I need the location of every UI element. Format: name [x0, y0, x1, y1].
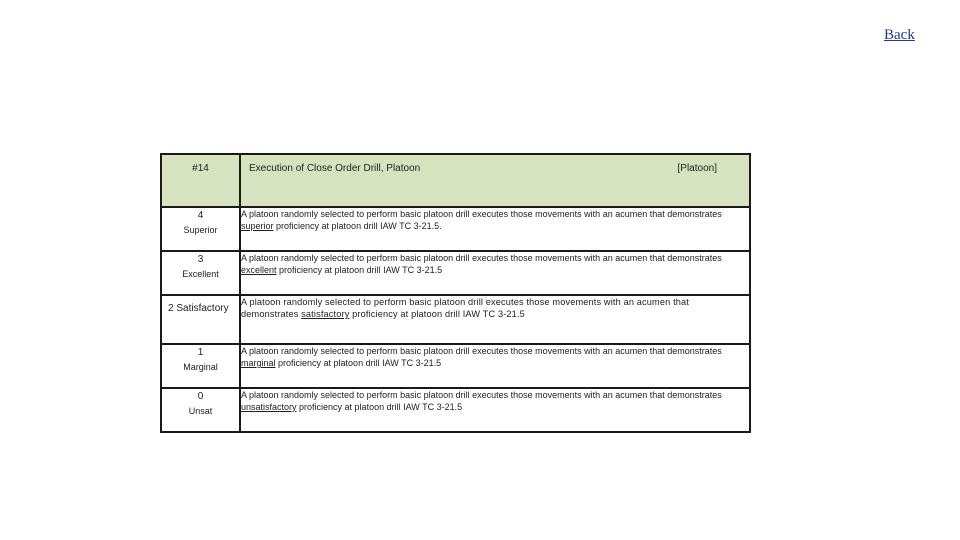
rubric-row-marginal	[161, 344, 750, 388]
rubric-row-unsat	[161, 388, 750, 432]
score-cell	[161, 295, 240, 344]
task-title-cell	[240, 154, 750, 207]
rubric-header-row	[161, 154, 750, 207]
score-description: A platoon randomly selected to perform basic platoon drill executes those movements with an acumen that demonstrates unsatisfactory proficiency at platoon drill IAW TC 3-21.5	[240, 388, 750, 432]
score-value: 4	[197, 210, 204, 221]
score-cell	[161, 388, 240, 432]
score-cell	[161, 251, 240, 295]
back-link[interactable]: Back	[884, 27, 915, 43]
score-description: A platoon randomly selected to perform basic platoon drill executes those movements with an acumen that demonstrates excellent proficiency at platoon drill IAW TC 3-21.5	[240, 251, 750, 295]
task-title: Execution of Close Order Drill, Platoon	[249, 163, 421, 174]
score-cell	[161, 344, 240, 388]
score-value: 1	[197, 347, 204, 358]
rating-word: excellent	[241, 265, 277, 275]
score-value: 2	[168, 303, 174, 314]
score-description: A platoon randomly selected to perform basic platoon drill executes those movements with an acumen that demonstrates marginal proficiency at platoon drill IAW TC 3-21.5	[240, 344, 750, 388]
rubric-table	[160, 153, 751, 433]
task-number: #14	[161, 154, 240, 207]
task-unit: [Platoon]	[677, 163, 717, 174]
score-level: Satisfactory	[176, 303, 229, 314]
score-level: Superior	[183, 225, 218, 235]
score-value: 3	[197, 254, 204, 265]
score-description: A platoon randomly selected to perform basic platoon drill executes those movements with an acumen that demonstrates satisfactory proficiency at platoon drill IAW TC 3-21.5	[240, 295, 750, 344]
rubric-row-excellent	[161, 251, 750, 295]
score-level: Unsat	[188, 406, 213, 416]
score-level: Excellent	[182, 269, 219, 279]
rating-word: superior	[241, 221, 274, 231]
score-level: Marginal	[183, 362, 218, 372]
score-description: A platoon randomly selected to perform basic platoon drill executes those movements with an acumen that demonstrates superior proficiency at platoon drill IAW TC 3-21.5.	[240, 207, 750, 251]
score-value: 0	[197, 391, 204, 402]
rating-word: unsatisfactory	[241, 402, 297, 412]
rating-word: marginal	[241, 358, 276, 368]
rubric-row-satisfactory	[161, 295, 750, 344]
score-cell	[161, 207, 240, 251]
rating-word: satisfactory	[301, 309, 350, 319]
rubric-row-superior	[161, 207, 750, 251]
